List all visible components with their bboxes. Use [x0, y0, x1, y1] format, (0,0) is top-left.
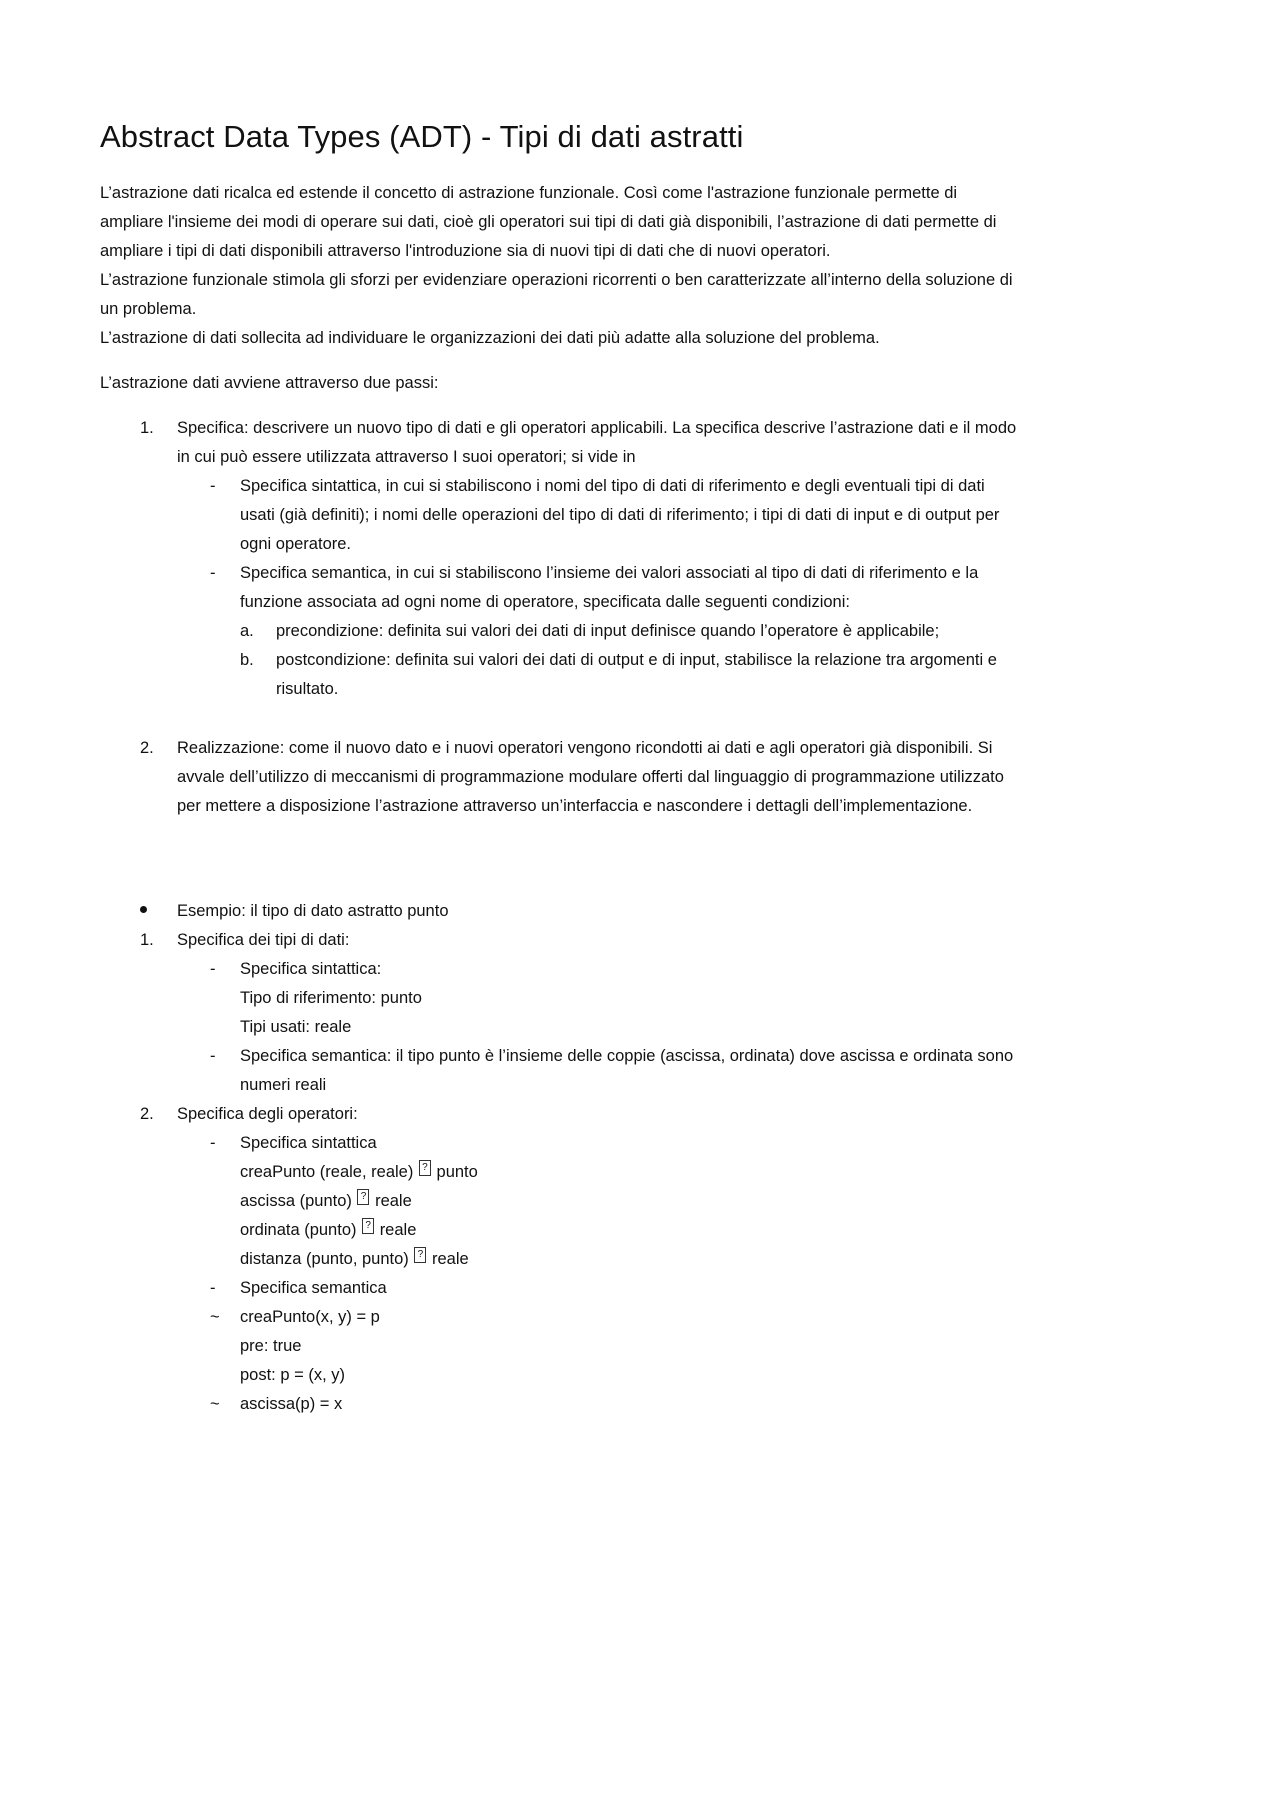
- list-item-text: Specifica semantica: il tipo punto è l’insieme delle coppie (ascissa, ordinata) dove ascissa e ordinata sono numeri reali: [240, 1046, 1014, 1094]
- signature-left: ordinata (punto): [240, 1220, 357, 1239]
- operator-signature: [240, 1216, 1020, 1245]
- list-item-text: Specifica semantica: [240, 1278, 387, 1297]
- list-item: [140, 734, 1020, 821]
- list-marker: 2.: [140, 1104, 154, 1123]
- list-item: [140, 897, 1020, 926]
- list-item-text: precondizione: definita sui valori dei dati di input definisce quando l’operatore è applicabile;: [276, 621, 940, 640]
- page-title: Abstract Data Types (ADT) - Tipi di dati astratti: [100, 119, 744, 154]
- spacer: [100, 353, 1020, 369]
- missing-glyph-arrow-icon: ?: [414, 1247, 426, 1263]
- list-item: [210, 559, 1020, 617]
- signature-left: distanza (punto, punto): [240, 1249, 409, 1268]
- operator-signature: [240, 1187, 1020, 1216]
- sub-line: Specifica sintattica: [240, 1133, 377, 1152]
- list-marker: -: [210, 563, 216, 582]
- list-marker: -: [210, 1278, 216, 1297]
- list-item-text: Specifica dei tipi di dati:: [177, 930, 350, 949]
- list-item: [210, 1303, 1020, 1390]
- intro-paragraph: L’astrazione dati ricalca ed estende il concetto di astrazione funzionale. Così come l'astrazione funzionale permette di ampliare l'insieme dei modi di operare sui dati, cioè gli operatori sui tipi di dati già disponibili, l’astrazione di dati permette di ampliare i tipi di dati disponibili attraverso l'introduzione sia di nuovi tipi di dati che di nuovi operatori.: [100, 183, 997, 260]
- missing-glyph-arrow-icon: ?: [362, 1218, 374, 1234]
- sub-line: Tipo di riferimento: punto: [240, 988, 422, 1007]
- paragraph-astrazione-dati: L’astrazione di dati sollecita ad individuare le organizzazioni dei dati più adatte alla soluzione del problema.: [100, 328, 880, 347]
- list-item-text: Specifica degli operatori:: [177, 1104, 358, 1123]
- sub-line: post: p = (x, y): [240, 1365, 345, 1384]
- list-marker: 1.: [140, 930, 154, 949]
- list-item-body: [240, 1303, 1020, 1390]
- list-marker: ~: [210, 1394, 220, 1413]
- paragraph-astrazione-funzionale: L’astrazione funzionale stimola gli sforzi per evidenziare operazioni ricorrenti o ben caratterizzate all’interno della soluzione di un problema.: [100, 270, 1013, 318]
- list-marker: a.: [240, 621, 254, 640]
- list-marker: 2.: [140, 738, 154, 757]
- spacer: [100, 398, 1020, 414]
- list-item: [210, 1274, 1020, 1303]
- list-item-text: Specifica semantica, in cui si stabiliscono l’insieme dei valori associati al tipo di dati di riferimento e la funzione associata ad ogni nome di operatore, specificata dalle seguenti condizioni:: [240, 563, 979, 611]
- list-item-text: postcondizione: definita sui valori dei dati di output e di input, stabilisce la relazione tra argomenti e risultato.: [276, 650, 997, 698]
- list-item: [210, 1390, 1020, 1419]
- list-item: [140, 926, 1020, 955]
- list-marker: -: [210, 1046, 216, 1065]
- signature-right: reale: [431, 1249, 469, 1268]
- list-item-text: Esempio: il tipo di dato astratto punto: [177, 901, 449, 920]
- bullet-icon: [140, 897, 177, 926]
- sub-line: pre: true: [240, 1336, 302, 1355]
- list-marker: 1.: [140, 418, 154, 437]
- list-item: [210, 472, 1020, 559]
- list-marker: ~: [210, 1307, 220, 1326]
- list-item: [210, 955, 1020, 1042]
- signature-left: ascissa (punto): [240, 1191, 352, 1210]
- list-item: [210, 1129, 1020, 1274]
- signature-right: reale: [375, 1191, 412, 1210]
- paragraph-due-passi: L’astrazione dati avviene attraverso due passi:: [100, 373, 439, 392]
- spacer: [100, 704, 1020, 734]
- sub-line: creaPunto(x, y) = p: [240, 1307, 380, 1326]
- list-item: [210, 1042, 1020, 1100]
- list-item-body: [240, 955, 1020, 1042]
- document-content: [100, 118, 1020, 1419]
- list-item: [140, 1100, 1020, 1129]
- list-item-text: Specifica: descrivere un nuovo tipo di dati e gli operatori applicabili. La specifica descrive l’astrazione dati e il modo in cui può essere utilizzata attraverso I suoi operatori; si vide in: [177, 418, 1017, 466]
- list-item-text: Specifica sintattica, in cui si stabiliscono i nomi del tipo di dati di riferimento e degli eventuali tipi di dati usati (già definiti); i nomi delle operazioni del tipo di dati di riferimento; i tipi di dati di input e di output per ogni operatore.: [240, 476, 1000, 553]
- signature-right: punto: [436, 1162, 478, 1181]
- sub-line: Tipi usati: reale: [240, 1017, 352, 1036]
- missing-glyph-arrow-icon: ?: [357, 1189, 369, 1205]
- list-item-body: [240, 1129, 1020, 1274]
- list-item: [240, 617, 1020, 646]
- list-item: [240, 646, 1020, 704]
- operator-signature: [240, 1245, 1020, 1274]
- operator-signature: [240, 1158, 1020, 1187]
- missing-glyph-arrow-icon: ?: [419, 1160, 431, 1176]
- list-marker: -: [210, 959, 216, 978]
- sub-line: Specifica sintattica:: [240, 959, 382, 978]
- spacer: [100, 821, 1020, 867]
- list-item-text: Realizzazione: come il nuovo dato e i nuovi operatori vengono ricondotti ai dati e agli operatori già disponibili. Si avvale dell’utilizzo di meccanismi di programmazione modulare offerti dal linguaggio di programmazione utilizzato per mettere a disposizione l’astrazione attraverso un’interfaccia e nascondere i dettagli dell’implementazione.: [177, 738, 1004, 815]
- list-item-text: ascissa(p) = x: [240, 1394, 343, 1413]
- spacer: [100, 867, 1020, 897]
- list-marker: -: [210, 476, 216, 495]
- list-marker: b.: [240, 650, 254, 669]
- signature-left: creaPunto (reale, reale): [240, 1162, 414, 1181]
- list-marker: -: [210, 1133, 216, 1152]
- list-item: [140, 414, 1020, 472]
- signature-right: reale: [379, 1220, 417, 1239]
